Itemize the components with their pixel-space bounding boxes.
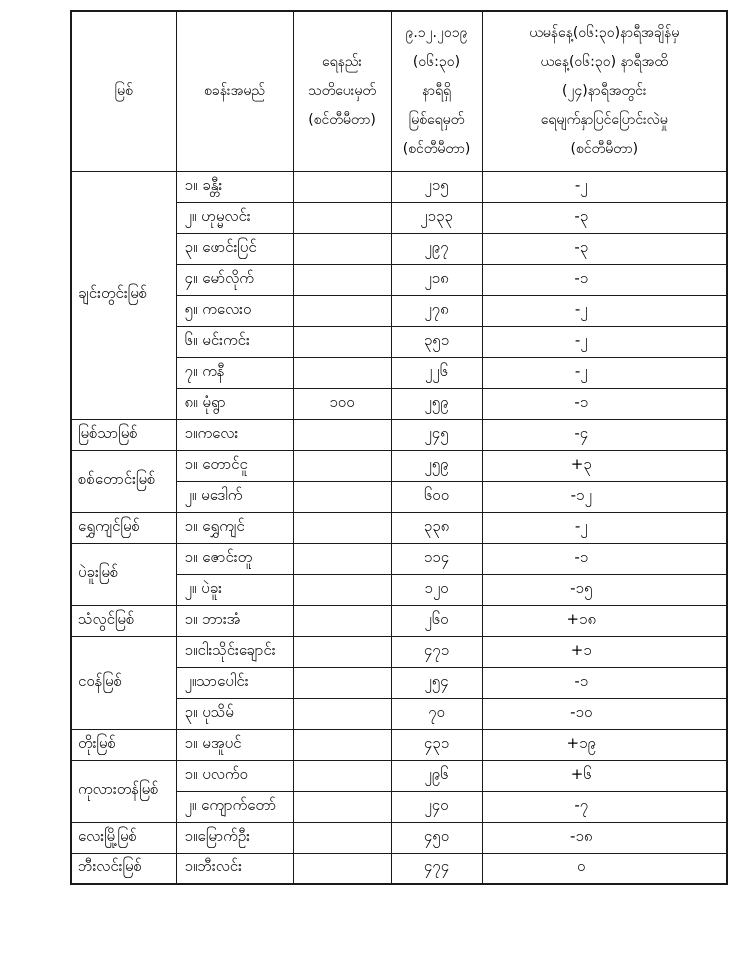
level-cell: ၄၅၀: [391, 822, 482, 853]
change-cell: -၄: [482, 419, 727, 450]
station-cell: ၂။ မဒေါက်: [176, 481, 293, 512]
warning-cell: [293, 853, 391, 884]
level-cell: ၃၃၈: [391, 512, 482, 543]
header-change-line: (၂၄)နာရီအတွင်း: [561, 82, 647, 99]
level-cell: ၂၅၉: [391, 388, 482, 419]
station-cell: ၁။ ခန္တီး: [176, 171, 293, 202]
level-cell: ၂၇၈: [391, 295, 482, 326]
header-level-line: (စင်တီမီတာ): [402, 140, 471, 157]
level-cell: ၂၄၅: [391, 419, 482, 450]
river-group-cell: ချင်းတွင်းမြစ်: [71, 171, 176, 419]
level-cell: ၂၉၆: [391, 760, 482, 791]
change-cell: ၀: [482, 853, 727, 884]
change-cell: -၁၅: [482, 574, 727, 605]
header-change-line: (စင်တီမီတာ): [570, 140, 639, 157]
change-cell: -၁၈: [482, 822, 727, 853]
level-cell: ၂၆၀: [391, 605, 482, 636]
level-cell: ၂၁၃၃: [391, 202, 482, 233]
warning-cell: [293, 543, 391, 574]
warning-cell: [293, 233, 391, 264]
river-group-cell: တိုးမြစ်: [71, 729, 176, 760]
station-cell: ၁။ဘီးလင်း: [176, 853, 293, 884]
warning-cell: [293, 605, 391, 636]
warning-cell: [293, 326, 391, 357]
change-cell: -၁: [482, 667, 727, 698]
change-cell: -၃: [482, 202, 727, 233]
change-cell: -၃: [482, 233, 727, 264]
change-cell: +၃: [482, 450, 727, 481]
header-24h-change: [482, 11, 727, 171]
station-cell: ၇။ ကနီ: [176, 357, 293, 388]
change-cell: -၂: [482, 171, 727, 202]
header-row: [71, 11, 727, 171]
station-cell: ၁။ငါးသိုင်းချောင်း: [176, 636, 293, 667]
change-cell: -၂: [482, 512, 727, 543]
header-river: မြစ်: [71, 11, 176, 171]
river-group-cell: ငဝန်မြစ်: [71, 636, 176, 729]
station-cell: ၁။မြောက်ဦး: [176, 822, 293, 853]
station-cell: ၂။ ဟုမ္မလင်း: [176, 202, 293, 233]
change-cell: +၁၈: [482, 605, 727, 636]
river-group-cell: သံလွင်မြစ်: [71, 605, 176, 636]
change-cell: -၂: [482, 326, 727, 357]
change-cell: +၁: [482, 636, 727, 667]
change-cell: -၁၀: [482, 698, 727, 729]
header-warning-line: ရေနည်း: [322, 53, 362, 70]
header-change-line: ယနေ့(၀၆:၃၀) နာရီအထိ: [540, 53, 668, 70]
station-cell: ၁။ ဇောင်းတူ: [176, 543, 293, 574]
change-cell: -၇: [482, 791, 727, 822]
header-level-line: နာရီရှိ: [421, 82, 452, 99]
table-row: [71, 605, 727, 636]
header-change-line: ယမန်နေ့(၀၆:၃၀)နာရီအချိန်မှ: [529, 24, 680, 41]
warning-cell: [293, 357, 391, 388]
level-cell: ၂၄၀: [391, 791, 482, 822]
table-row: [71, 450, 727, 481]
table-row: [71, 543, 727, 574]
river-group-cell: ပဲခူးမြစ်: [71, 543, 176, 605]
level-cell: ၂၅၉: [391, 450, 482, 481]
warning-cell: [293, 574, 391, 605]
change-cell: -၂: [482, 357, 727, 388]
warning-cell: [293, 264, 391, 295]
station-cell: ၁။ မအူပင်: [176, 729, 293, 760]
river-group-cell: စစ်တောင်းမြစ်: [71, 450, 176, 512]
header-low-water-warning: [293, 11, 391, 171]
station-cell: ၁။ ရွှေကျင်: [176, 512, 293, 543]
header-change-line: ရေမျက်နှာပြင်ပြောင်းလဲမှု: [540, 111, 668, 128]
table-row: [71, 636, 727, 667]
river-group-cell: မြစ်သာမြစ်: [71, 419, 176, 450]
station-cell: ၄။ မော်လိုက်: [176, 264, 293, 295]
warning-cell: [293, 729, 391, 760]
table-row: [71, 853, 727, 884]
station-cell: ၁။ကလေး: [176, 419, 293, 450]
station-cell: ၃။ ပုသိမ်: [176, 698, 293, 729]
table-row: [71, 512, 727, 543]
level-cell: ၄၇၁: [391, 636, 482, 667]
station-cell: ၁။ ဘားအံ: [176, 605, 293, 636]
warning-cell: ၁၀၀: [293, 388, 391, 419]
level-cell: ၂၉၇: [391, 233, 482, 264]
warning-cell: [293, 636, 391, 667]
header-level-line: ၉.၁၂.၂၀၁၉: [405, 24, 468, 41]
station-cell: ၃။ ဖောင်းပြင်: [176, 233, 293, 264]
header-level-line: မြစ်ရေမှတ်: [408, 111, 465, 128]
warning-cell: [293, 202, 391, 233]
warning-cell: [293, 698, 391, 729]
level-cell: ၄၇၄: [391, 853, 482, 884]
station-cell: ၂။သာပေါင်း: [176, 667, 293, 698]
station-cell: ၅။ ကလေးဝ: [176, 295, 293, 326]
table-row: [71, 760, 727, 791]
warning-cell: [293, 481, 391, 512]
river-group-cell: ကုလားတန်မြစ်: [71, 760, 176, 822]
river-group-cell: ဘီးလင်းမြစ်: [71, 853, 176, 884]
warning-cell: [293, 419, 391, 450]
change-cell: +၆: [482, 760, 727, 791]
change-cell: -၁၂: [482, 481, 727, 512]
change-cell: -၁: [482, 264, 727, 295]
warning-cell: [293, 512, 391, 543]
level-cell: ၁၁၄: [391, 543, 482, 574]
level-cell: ၂၅၄: [391, 667, 482, 698]
level-cell: ၇၀: [391, 698, 482, 729]
change-cell: +၁၉: [482, 729, 727, 760]
station-cell: ၆။ မင်းကင်း: [176, 326, 293, 357]
warning-cell: [293, 822, 391, 853]
change-cell: -၁: [482, 388, 727, 419]
table-row: [71, 171, 727, 202]
level-cell: ၃၅၁: [391, 326, 482, 357]
station-cell: ၁။ ပလက်ဝ: [176, 760, 293, 791]
warning-cell: [293, 450, 391, 481]
header-warning-line: (စင်တီမီတာ): [308, 111, 376, 128]
station-cell: ၂။ ကျောက်တော်: [176, 791, 293, 822]
change-cell: -၂: [482, 295, 727, 326]
level-cell: ၄၃၁: [391, 729, 482, 760]
header-current-level: [391, 11, 482, 171]
table-row: [71, 822, 727, 853]
level-cell: ၂၁၅: [391, 171, 482, 202]
table-row: [71, 729, 727, 760]
station-cell: ၂။ ပဲခူး: [176, 574, 293, 605]
warning-cell: [293, 791, 391, 822]
level-cell: ၂၂၆: [391, 357, 482, 388]
warning-cell: [293, 667, 391, 698]
header-station-name: စခန်းအမည်: [176, 11, 293, 171]
level-cell: ၆၀၀: [391, 481, 482, 512]
warning-cell: [293, 295, 391, 326]
warning-cell: [293, 171, 391, 202]
river-water-level-table: [70, 10, 728, 885]
river-group-cell: လေးမြို့မြစ်: [71, 822, 176, 853]
header-warning-line: သတိပေးမှတ်: [308, 82, 376, 99]
table-row: [71, 419, 727, 450]
level-cell: ၁၂၀: [391, 574, 482, 605]
level-cell: ၂၁၈: [391, 264, 482, 295]
header-level-line: (၀၆:၃၀): [412, 53, 461, 70]
station-cell: ၁။ တောင်ငူ: [176, 450, 293, 481]
warning-cell: [293, 760, 391, 791]
change-cell: -၁: [482, 543, 727, 574]
river-group-cell: ရွှေကျင်မြစ်: [71, 512, 176, 543]
station-cell: ၈။ မုံရွာ: [176, 388, 293, 419]
